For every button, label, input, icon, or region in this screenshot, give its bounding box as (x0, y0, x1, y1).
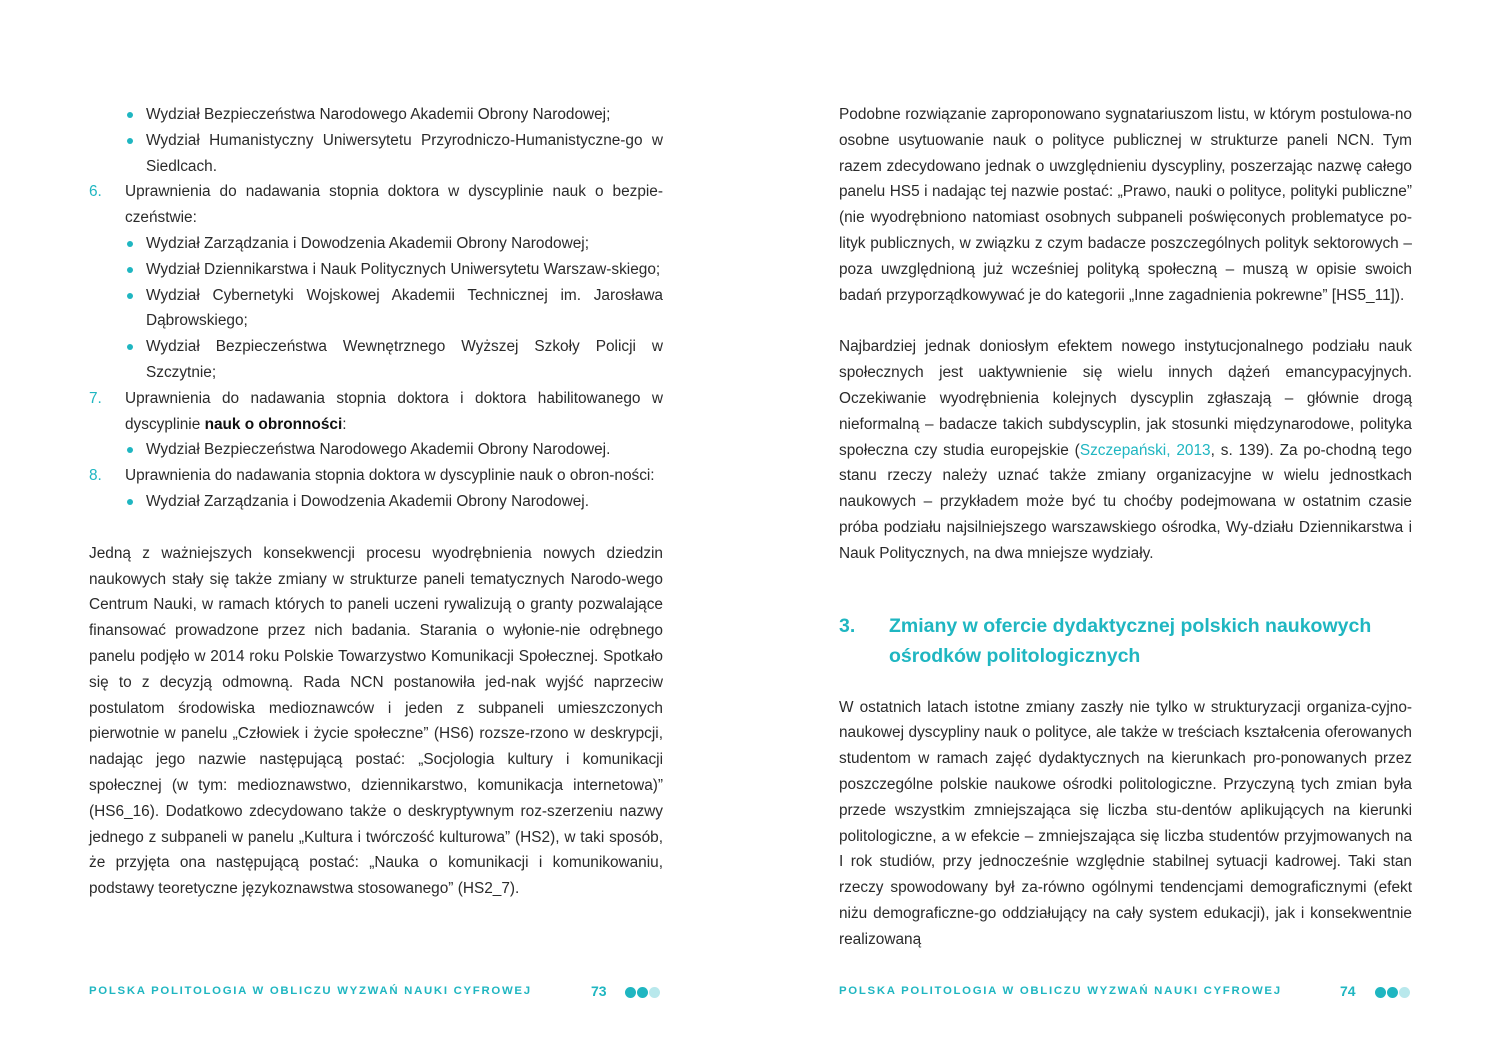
left-text-column (89, 102, 663, 902)
paragraph-text: Najbardziej jednak doniosłym efektem nowego instytucjonalnego podziału nauk społecznych jest uaktywnienie się wielu innych dążeń emancypacyjnych. Oczekiwanie wyodrębnienia kolejnych dyscyplin zgłaszają – głównie drogą nieformalną – badacze takich subdyscyplin, jak stosunki międzynarodowe, polityka społeczna czy studia europejskie ( (839, 338, 1412, 459)
list-item: Wydział Humanistyczny Uniwersytetu Przyrodniczo-Humanistyczne-go w Siedlcach. (89, 128, 663, 180)
item-number: 8. (89, 467, 102, 485)
dot-icon (1387, 987, 1398, 998)
heading-text: Zmiany w ofercie dydaktycznej polskich naukowych ośrodków politologicznych (889, 614, 1372, 667)
item-text: Uprawnienia do nadawania stopnia doktora w dyscyplinie nauk o obron-ności: (125, 467, 655, 485)
body-paragraph: Jedną z ważniejszych konsekwencji procesu wyodrębnienia nowych dziedzin naukowych stały się także zmiany w strukturze paneli tematycznych Narodo-wego Centrum Nauki, w ramach których to paneli uczeni rywalizują o granty pozwalające finansować prowadzone przez nich badania. Starania o wyłonie-nie odrębnego panelu podjęło w 2014 roku Polskie Towarzystwo Komunikacji Społecznej. Spotkało się to z decyzją odmowną. Rada NCN postanowiła jed-nak wyjść naprzeciw postulatom środowiska medioznawców i jeden z subpaneli umieszczonych pierwotnie w panelu „Człowiek i życie społeczne” (HS6) rozsze-rzono w deskrypcji, nadając jego nazwie następującą postać: „Socjologia kultury i komunikacji społecznej (w tym: medioznawstwo, dziennikarstwo, komunikacja internetowa)” (HS6_16). Dodatkowo zdecydowano także o deskryptywnym roz-szerzeniu nazwy jednego z subpaneli w panelu „Kultura i twórczość kulturowa” (HS2), w taki sposób, że przyjęta ona następującą postać: „Nauka o komunikacji i komunikowaniu, podstawy teoretyczne językoznawstwa stosowanego” (HS2_7). (89, 544, 663, 898)
dot-icon (1375, 987, 1386, 998)
section-heading (839, 611, 1412, 671)
list-item: Wydział Bezpieczeństwa Narodowego Akademii Obrony Narodowej; (89, 102, 663, 128)
list-item: Wydział Cybernetyki Wojskowej Akademii Technicznej im. Jarosława Dąbrowskiego; (89, 283, 663, 335)
citation-link[interactable]: Szczepański, 2013 (1079, 441, 1211, 459)
dot-icon (625, 987, 636, 998)
running-footer: POLSKA POLITOLOGIA W OBLICZU WYZWAŃ NAUKI CYFROWEJ (89, 985, 532, 997)
item-text: Uprawnienia do nadawania stopnia doktora w dyscyplinie nauk o bezpie-czeństwie: (125, 183, 663, 227)
list-item: Wydział Zarządzania i Dowodzenia Akademii Obrony Narodowej; (89, 231, 663, 257)
right-text-column (839, 102, 1412, 953)
dot-icon (637, 987, 648, 998)
numbered-item-7 (89, 386, 663, 438)
item-text-bold: nauk o obronności (204, 415, 343, 433)
running-footer: POLSKA POLITOLOGIA W OBLICZU WYZWAŃ NAUKI CYFROWEJ (839, 985, 1282, 997)
body-paragraph (839, 334, 1412, 566)
dot-icon (649, 987, 660, 998)
paragraph-text: , s. 139). Za po-chodną tego stanu rzeczy należy uznać także zmiany organizacyjne w wielu jednostkach naukowych – przykładem może być tu choćby podejmowana w ostatnim czasie próba podziału najsilniejszego warszawskiego ośrodka, Wy-działu Dziennikarstwa i Nauk Politycznych, na dwa mniejsze wydziały. (839, 441, 1412, 562)
numbered-item-8 (89, 463, 663, 489)
numbered-item-6 (89, 179, 663, 231)
spacer (89, 515, 663, 541)
body-paragraph: W ostatnich latach istotne zmiany zaszły nie tylko w strukturyzacji organiza-cyjno-naukowej dyscypliny nauk o polityce, ale także w treściach kształcenia oferowanych studentom w ramach zajęć dydaktycznych na kierunkach pro-ponowanych przez poszczególne polskie naukowe ośrodki politologiczne. Przyczyną tych zmian była przede wszystkim zmniejszająca się liczba stu-dentów aplikujących na kierunki politologiczne, a w efekcie – zmniejszająca się liczba studentów przyjmowanych na I rok studiów, przy jednocześnie względnie stabilnej sytuacji kadrowej. Taki stan rzeczy spowodowany był za-równo ogólnymi tendencjami demograficznymi (efekt niżu demograficzne-go oddziałujący na cały system edukacji), jak i konsekwentnie realizowaną (839, 698, 1412, 948)
list-item: Wydział Zarządzania i Dowodzenia Akademii Obrony Narodowej. (89, 489, 663, 515)
item-number: 6. (89, 183, 102, 201)
dot-icon (1399, 987, 1410, 998)
spacer (839, 308, 1412, 334)
list-item: Wydział Dziennikarstwa i Nauk Politycznych Uniwersytetu Warszaw-skiego; (89, 257, 663, 283)
list-item: Wydział Bezpieczeństwa Wewnętrznego Wyższej Szkoły Policji w Szczytnie; (89, 334, 663, 386)
page-number: 73 (591, 983, 607, 999)
item-text: Uprawnienia do nadawania stopnia doktora i doktora habilitowanego w dyscyplinie (125, 389, 663, 433)
page-number: 74 (1340, 983, 1356, 999)
list-item: Wydział Bezpieczeństwa Narodowego Akademii Obrony Narodowej. (89, 437, 663, 463)
item-number: 7. (89, 389, 102, 407)
body-paragraph: Podobne rozwiązanie zaproponowano sygnatariuszom listu, w którym postulowa-no osobne usytuowanie nauk o polityce publicznej w strukturze paneli NCN. Tym razem zdecydowano jednak o uwzględnieniu dyscypliny, poszerzając nazwę całego panelu HS5 i nadając tej nazwie postać: „Prawo, nauki o polityce, polityki publiczne” (nie wyodrębniono natomiast osobnych subpaneli poświęconych problematyce po-lityk publicznych, w związku z czym badacze poszczególnych polityk sektorowych – poza uwzględnioną już wcześniej polityką społeczną – muszą w opisie swoich badań przyporządkowywać je do kategorii „Inne zagadnienia pokrewne” [HS5_11]). (839, 106, 1412, 304)
right-page (750, 0, 1500, 1061)
item-text-end: : (342, 415, 347, 433)
heading-number: 3. (839, 614, 856, 637)
